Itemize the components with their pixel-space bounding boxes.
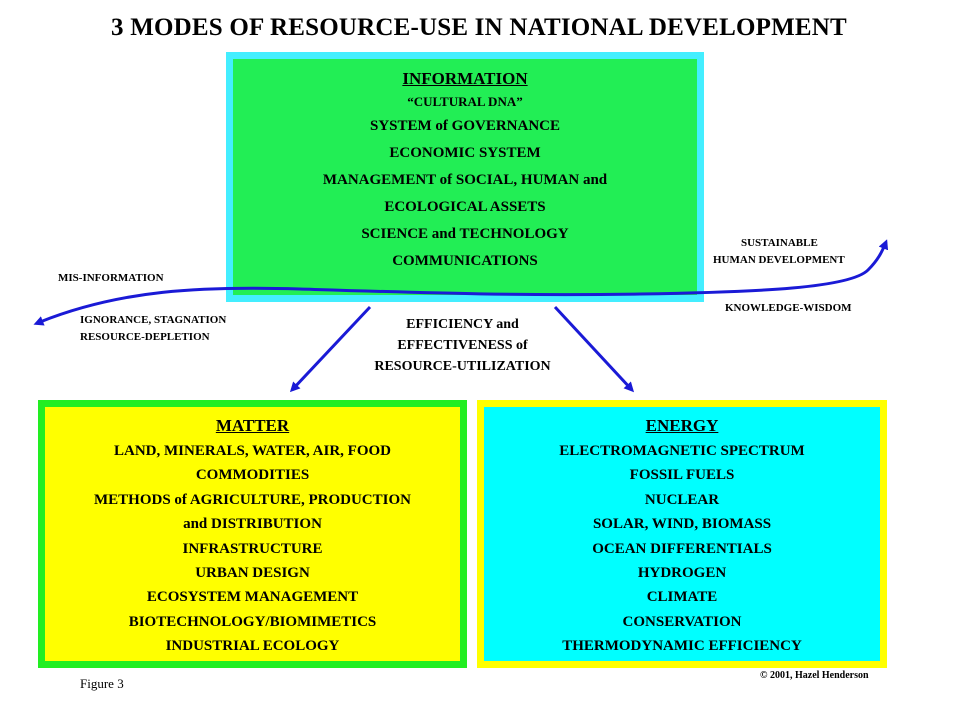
efficiency-line: EFFECTIVENESS of bbox=[397, 338, 528, 353]
energy-item: HYDROGEN bbox=[637, 565, 727, 582]
knowledge-label: KNOWLEDGE-WISDOM bbox=[725, 302, 852, 314]
information-item: SYSTEM of GOVERNANCE bbox=[369, 118, 561, 134]
energy-item: SOLAR, WIND, BIOMASS bbox=[592, 516, 772, 533]
diagram-title: 3 MODES OF RESOURCE-USE IN NATIONAL DEVELOPMENT bbox=[111, 14, 847, 41]
energy-item: CONSERVATION bbox=[622, 613, 742, 630]
information-item: SCIENCE and TECHNOLOGY bbox=[361, 226, 569, 242]
efficiency-label bbox=[355, 314, 570, 377]
information-item: COMMUNICATIONS bbox=[392, 253, 538, 269]
energy-item: ELECTROMAGNETIC SPECTRUM bbox=[559, 443, 805, 459]
information-item: MANAGEMENT of SOCIAL, HUMAN and bbox=[322, 172, 608, 188]
energy-item: NUCLEAR bbox=[644, 491, 720, 508]
energy-item: CLIMATE bbox=[646, 589, 718, 606]
information-heading: INFORMATION bbox=[402, 69, 528, 88]
matter-item: INDUSTRIAL ECOLOGY bbox=[165, 638, 340, 655]
matter-item: BIOTECHNOLOGY/BIOMIMETICS bbox=[128, 613, 377, 630]
information-item: “CULTURAL DNA” bbox=[407, 94, 523, 109]
efficiency-line: RESOURCE-UTILIZATION bbox=[374, 359, 551, 374]
matter-item: and DISTRIBUTION bbox=[183, 516, 322, 533]
misinformation-label: MIS-INFORMATION bbox=[58, 272, 164, 284]
energy-heading: ENERGY bbox=[645, 416, 719, 435]
figure-caption: Figure 3 bbox=[80, 676, 124, 691]
copyright-notice: © 2001, Hazel Henderson bbox=[760, 670, 869, 681]
efficiency-line: EFFICIENCY and bbox=[406, 317, 519, 332]
matter-item: METHODS of AGRICULTURE, PRODUCTION bbox=[94, 491, 411, 508]
sustainable-label bbox=[713, 235, 845, 269]
matter-item: ECOSYSTEM MANAGEMENT bbox=[146, 589, 359, 606]
matter-heading: MATTER bbox=[215, 416, 290, 435]
ignorance-line: IGNORANCE, STAGNATION bbox=[80, 314, 227, 326]
information-item: ECONOMIC SYSTEM bbox=[389, 145, 541, 161]
sustainable-line: HUMAN DEVELOPMENT bbox=[713, 254, 845, 266]
energy-item: THERMODYNAMIC EFFICIENCY bbox=[562, 638, 802, 655]
sustainable-line: SUSTAINABLE bbox=[741, 237, 818, 249]
matter-item: INFRASTRUCTURE bbox=[182, 540, 323, 557]
energy-item: OCEAN DIFFERENTIALS bbox=[592, 540, 772, 557]
matter-item: LAND, MINERALS, WATER, AIR, FOOD bbox=[114, 443, 391, 459]
matter-item: COMMODITIES bbox=[195, 467, 310, 484]
information-item: ECOLOGICAL ASSETS bbox=[384, 199, 546, 215]
ignorance-label bbox=[80, 312, 226, 346]
energy-item: FOSSIL FUELS bbox=[629, 467, 735, 484]
ignorance-line: RESOURCE-DEPLETION bbox=[80, 331, 210, 343]
matter-item: URBAN DESIGN bbox=[195, 565, 310, 582]
